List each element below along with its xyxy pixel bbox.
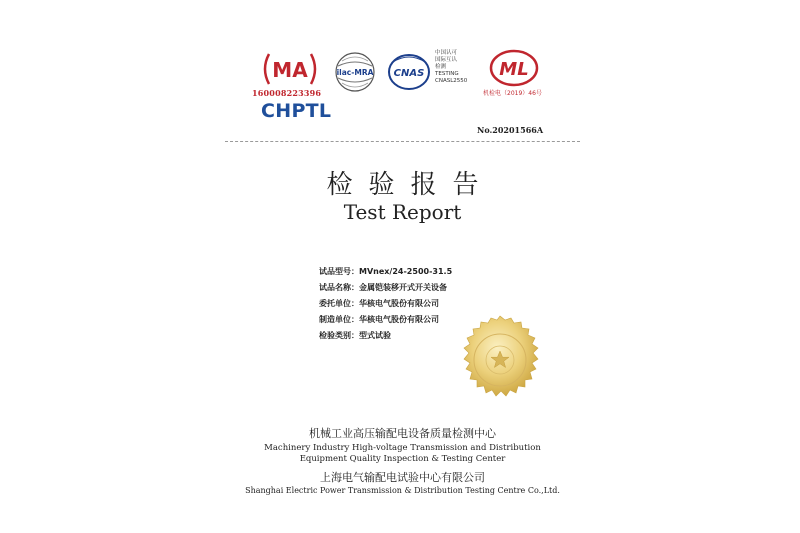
divider [225, 141, 580, 142]
center-name-en [225, 443, 580, 465]
cma-number: 160008223396 [252, 88, 322, 98]
test-report-cover [225, 28, 580, 528]
report-title-en: Test Report [343, 200, 462, 224]
report-title-cn: 检验报告 [326, 170, 495, 200]
info-value: MVnex/24-2500-31.5 [359, 267, 453, 276]
sample-info [319, 264, 452, 344]
info-value: 金属铠装移开式开关设备 [359, 283, 447, 292]
info-value: 华核电气股份有限公司 [359, 315, 439, 324]
cnas-caption-line: 中国认可 [435, 50, 458, 56]
info-label: 检验类别： [319, 331, 359, 340]
info-row-name [319, 280, 452, 296]
ml-logo-text: ML [499, 59, 529, 80]
info-label: 委托单位： [319, 299, 359, 308]
ml-caption: 机检电（2019）46号 [483, 90, 542, 97]
info-row-category [319, 328, 452, 344]
info-label: 制造单位： [319, 315, 359, 324]
cma-logo-text: MA [272, 58, 308, 82]
report-number: No.20201566A [477, 125, 544, 135]
cnas-logo [387, 52, 431, 92]
lab-name-en: Shanghai Electric Power Transmission & Distribution Testing Centre Co.,Ltd. [245, 486, 560, 495]
info-row-model [319, 264, 452, 280]
cnas-caption-line: TESTING [435, 71, 459, 77]
cma-logo [259, 50, 321, 88]
center-name-cn: 机械工业高压输配电设备质量检测中心 [309, 427, 496, 440]
info-row-client [319, 296, 452, 312]
info-label: 试品型号： [319, 267, 359, 276]
ilac-logo-text: ilac-MRA [336, 68, 374, 77]
info-value: 华核电气股份有限公司 [359, 299, 439, 308]
info-row-manufacturer [319, 312, 452, 328]
gold-seal [451, 314, 549, 406]
info-value: 型式试验 [359, 331, 391, 340]
ml-logo [489, 48, 539, 88]
cnas-caption [435, 50, 467, 85]
cnas-caption-line: 检测 [435, 64, 447, 70]
center-name-en-line1: Machinery Industry High-voltage Transmission and Distribution [264, 443, 541, 453]
cnas-caption-line: CNASL2550 [435, 78, 468, 84]
center-name-en-line2: Equipment Quality Inspection & Testing Center [299, 454, 506, 464]
chptl-logo: CHPTL [261, 100, 332, 122]
lab-name-cn: 上海电气输配电试验中心有限公司 [320, 471, 485, 484]
cnas-caption-line: 国际互认 [435, 57, 458, 63]
info-label: 试品名称： [319, 283, 359, 292]
ilac-mra-logo [333, 50, 377, 94]
cnas-logo-text: CNAS [393, 68, 425, 79]
